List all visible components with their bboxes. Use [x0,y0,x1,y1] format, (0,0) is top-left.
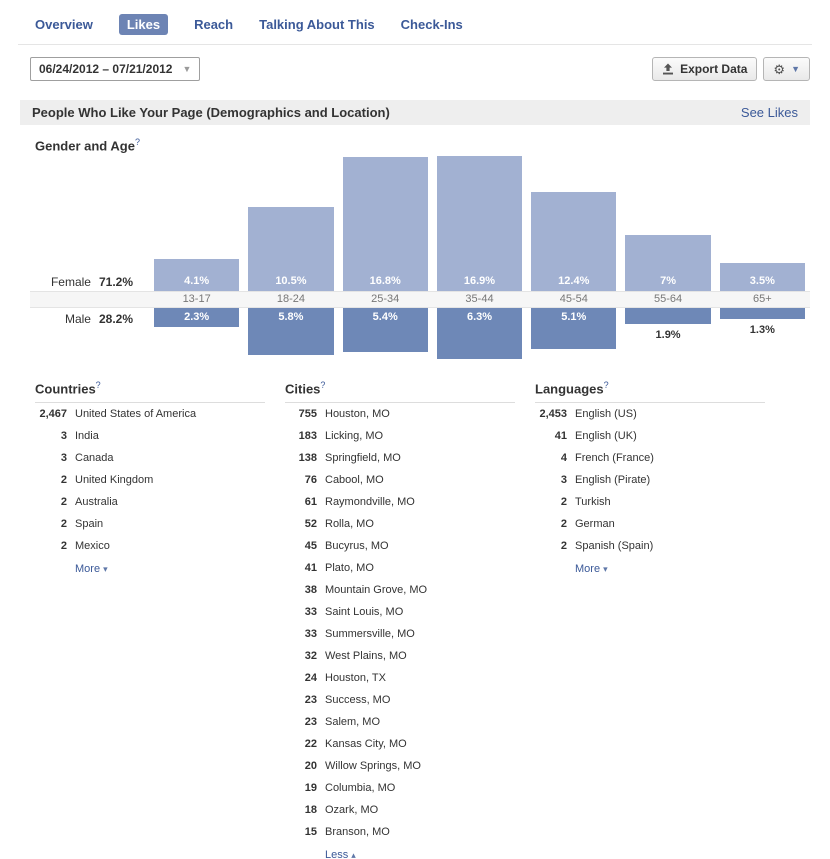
date-range-selector[interactable] [30,57,200,81]
item-label: Turkish [575,495,611,508]
item-label: Houston, TX [325,671,386,684]
tab-check-ins[interactable]: Check-Ins [400,17,463,32]
item-label: Spain [75,517,104,530]
item-label: Springfield, MO [325,451,401,464]
female-bar-cell [531,156,616,291]
more-link[interactable] [575,563,608,575]
list-item [35,535,285,557]
item-label: Bucyrus, MO [325,539,389,552]
triangle-icon: ▾ [103,563,108,574]
bar-value-label: 10.5% [275,275,307,288]
item-label: United States of America [75,407,197,420]
item-count: 19 [304,781,317,794]
list-item [35,469,285,491]
list-item [285,535,535,557]
male-bar [625,308,710,323]
item-count: 3 [60,451,67,464]
item-label: Salem, MO [325,715,381,728]
chart-title-text: Gender and Age [35,138,135,154]
item-count: 2,467 [39,407,67,420]
list-item [35,491,285,513]
male-bar-cell [437,308,522,366]
male-bar [720,308,805,318]
bar-value-label: 6.3% [466,311,493,324]
item-count: 22 [304,737,317,750]
item-label: Mountain Grove, MO [325,583,428,596]
male-bar-cell [720,308,805,366]
item-label: Plato, MO [325,561,374,574]
item-count: 38 [304,583,317,596]
item-label: Canada [75,451,114,464]
item-count: 2 [60,495,67,508]
item-count: 2 [560,517,567,530]
list-item [285,711,535,733]
list-title [35,380,285,396]
item-count: 138 [298,451,317,464]
list-cities [285,380,535,859]
item-count: 33 [304,605,317,618]
list-item [285,601,535,623]
bar-value-label: 16.8% [369,275,401,288]
age-band-label: 55-64 [653,293,683,306]
item-label: West Plains, MO [325,649,407,662]
footer-label: More [575,562,604,575]
female-bar [248,207,333,291]
female-total-value: 71.2% [98,275,133,290]
item-label: Summersville, MO [325,627,415,640]
bar-value-label: 12.4% [558,275,590,288]
see-likes-link[interactable]: See Likes [740,105,798,120]
item-label: Rolla, MO [325,517,374,530]
bar-value-label: 4.1% [184,275,210,288]
male-bar-cell [531,308,616,366]
female-bar-cell [343,156,428,291]
nav-divider [18,44,812,45]
list-item [285,733,535,755]
list-item [535,447,785,469]
section-title: People Who Like Your Page (Demographics and Location) [32,105,390,120]
male-series-name: Male [64,312,91,327]
list-title-text: Countries [35,381,96,397]
item-count: 24 [304,671,317,684]
help-icon[interactable]: ? [95,380,101,391]
male-bar [248,308,333,354]
gender-age-chart [35,156,805,366]
export-upload-icon [662,63,674,75]
list-countries [35,380,285,859]
list-item [535,513,785,535]
item-count: 15 [304,825,317,838]
item-count: 18 [304,803,317,816]
female-bar [625,235,710,291]
item-label: Mexico [75,539,110,552]
item-count: 3 [560,473,567,486]
item-count: 2 [60,539,67,552]
item-label: French (France) [575,451,654,464]
item-label: Licking, MO [325,429,384,442]
list-item [285,645,535,667]
insights-nav-tabs [0,0,830,35]
demographic-lists [35,380,810,859]
item-label: Cabool, MO [325,473,384,486]
item-count: 61 [304,495,317,508]
item-label: Houston, MO [325,407,390,420]
female-total-label [35,156,145,291]
more-link[interactable] [75,563,108,575]
female-series-name: Female [50,275,91,290]
item-label: German [575,517,615,530]
tab-overview[interactable]: Overview [35,17,93,32]
item-label: Ozark, MO [325,803,379,816]
triangle-icon: ▴ [351,849,356,859]
male-total-label [35,308,145,366]
female-bar [154,259,239,292]
gender-age-section [35,137,810,366]
list-item [285,777,535,799]
list-item [285,579,535,601]
bar-value-label: 1.3% [749,323,775,336]
tab-talking-about-this[interactable]: Talking About This [259,17,375,32]
item-count: 41 [554,429,567,442]
tab-likes[interactable]: Likes [119,14,168,35]
footer-label: More [75,562,104,575]
item-count: 2 [60,473,67,486]
female-bar [343,157,428,291]
list-title [285,380,535,396]
male-bar [531,308,616,349]
age-band-label: 18-24 [276,293,305,306]
item-count: 23 [304,715,317,728]
item-label: English (UK) [575,429,637,442]
list-title [535,380,785,396]
female-bar [531,192,616,291]
item-count: 76 [304,473,317,486]
list-item [35,447,285,469]
item-count: 52 [304,517,317,530]
item-count: 32 [304,649,317,662]
list-item [285,667,535,689]
list-item [285,469,535,491]
list-item [285,623,535,645]
list-item [285,689,535,711]
male-bar-cell [154,308,239,366]
item-count: 2,453 [539,407,567,420]
list-item [35,513,285,535]
bar-value-label: 5.8% [278,311,304,324]
list-item [535,491,785,513]
male-bar-cell [625,308,710,366]
bar-value-label: 16.9% [463,275,496,288]
chevron-down-icon: ▼ [791,64,800,74]
item-count: 45 [304,539,317,552]
item-count: 33 [304,627,317,640]
list-item [285,403,535,425]
male-bar-cell [343,308,428,366]
toolbar [30,57,810,81]
bar-value-label: 5.1% [561,311,587,324]
bar-value-label: 7% [660,275,677,288]
item-label: Raymondville, MO [325,495,415,508]
list-item [535,469,785,491]
gear-icon: ⚙ [773,61,786,77]
triangle-icon: ▾ [603,563,608,574]
female-bar-cell [625,156,710,291]
item-count: 3 [60,429,67,442]
list-item [285,425,535,447]
male-bar-cell [248,308,333,366]
age-band-label: 13-17 [182,293,211,306]
age-band-label: 45-54 [559,293,588,306]
item-count: 755 [298,407,317,420]
section-header-bar [20,100,810,125]
list-item [285,755,535,777]
list-languages [535,380,785,859]
item-count: 23 [304,693,317,706]
item-label: Willow Springs, MO [325,759,421,772]
list-item [285,491,535,513]
list-item [285,821,535,843]
item-label: Spanish (Spain) [575,539,654,552]
date-range-value: 06/24/2012 – 07/21/2012 [39,62,173,76]
female-bar-cell [248,156,333,291]
male-total-value: 28.2% [98,312,133,327]
item-label: Saint Louis, MO [325,605,404,618]
list-item [535,425,785,447]
age-band-label: 25-34 [371,293,400,306]
item-count: 41 [304,561,317,574]
list-item [535,403,785,425]
bar-value-label: 1.9% [655,328,681,341]
female-bar-cell [720,156,805,291]
export-data-button[interactable] [652,57,757,81]
male-bar [437,308,522,358]
item-label: India [75,429,99,442]
item-label: United Kingdom [75,473,154,486]
list-item [535,535,785,557]
item-label: English (Pirate) [575,473,651,486]
item-label: Success, MO [325,693,391,706]
male-bar [343,308,428,351]
item-count: 4 [560,451,567,464]
list-item [35,403,285,425]
list-item [285,799,535,821]
age-band-label: 35-44 [465,293,494,306]
item-label: English (US) [575,407,637,420]
help-icon[interactable]: ? [320,380,326,391]
item-count: 183 [298,429,317,442]
list-item [285,447,535,469]
item-count: 2 [560,495,567,508]
help-icon[interactable]: ? [134,137,140,147]
list-title-text: Languages [535,381,604,397]
footer-label: Less [325,848,352,859]
item-count: 2 [560,539,567,552]
female-bar-cell [437,156,522,291]
less-link[interactable] [325,849,356,859]
list-item [35,425,285,447]
list-title-text: Cities [285,381,321,397]
item-label: Branson, MO [325,825,390,838]
female-bar [720,263,805,291]
male-bar [154,308,239,326]
item-count: 2 [60,517,67,530]
list-item [285,557,535,579]
settings-dropdown-button[interactable] [763,57,810,81]
list-item [285,513,535,535]
item-count: 20 [304,759,317,772]
chart-title [35,137,810,153]
female-bar [437,156,522,291]
age-band-label: 65+ [753,293,772,306]
bar-value-label: 2.3% [184,311,210,324]
tab-reach[interactable]: Reach [194,17,234,32]
item-label: Australia [75,495,118,508]
chevron-down-icon: ▼ [182,64,192,74]
bar-value-label: 3.5% [749,275,775,288]
item-label: Kansas City, MO [325,737,407,750]
bar-value-label: 5.4% [372,311,398,324]
help-icon[interactable]: ? [603,380,609,391]
female-bar-cell [154,156,239,291]
item-label: Columbia, MO [325,781,396,794]
export-data-label: Export Data [680,62,748,76]
